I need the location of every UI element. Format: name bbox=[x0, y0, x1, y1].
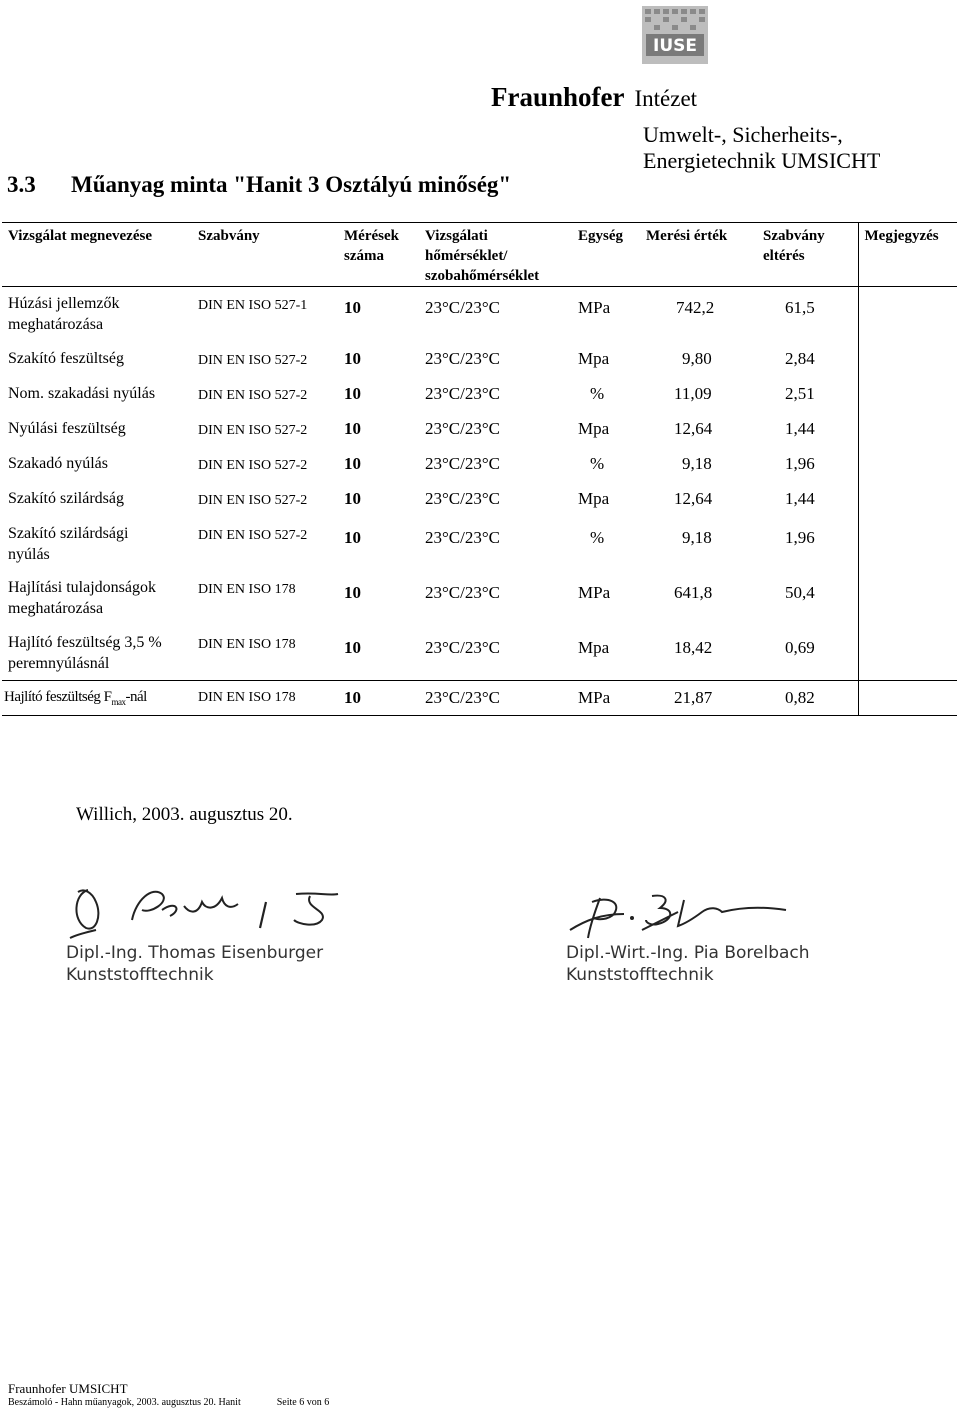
institute-name bbox=[643, 122, 880, 174]
iuse-logo bbox=[640, 4, 710, 66]
test-name bbox=[2, 681, 192, 716]
measured-value: 9,80 bbox=[682, 348, 712, 368]
test-name bbox=[2, 628, 192, 681]
test-temperature: 23°C/23°C bbox=[425, 383, 500, 403]
test-name-line-2: nyúlás bbox=[8, 545, 50, 563]
header-dev-line-2: eltérés bbox=[763, 248, 805, 264]
standard-deviation: 2,84 bbox=[785, 348, 815, 368]
test-temperature: 23°C/23°C bbox=[419, 681, 572, 716]
header-temperature bbox=[419, 223, 572, 287]
standard-deviation: 1,96 bbox=[785, 453, 815, 473]
standard: DIN EN ISO 527-2 bbox=[198, 527, 308, 543]
logo-text: IUSE bbox=[653, 36, 697, 56]
standard-deviation: 1,44 bbox=[785, 488, 815, 508]
measurement-count: 10 bbox=[338, 681, 419, 716]
header-unit: Egység bbox=[572, 223, 640, 287]
standard: DIN EN ISO 178 bbox=[192, 681, 338, 716]
test-results-table bbox=[2, 222, 957, 716]
header-deviation bbox=[757, 223, 858, 287]
table-row bbox=[2, 482, 957, 517]
unit: MPa bbox=[572, 681, 640, 716]
footer-organization: Fraunhofer UMSICHT bbox=[8, 1381, 128, 1396]
standard: DIN EN ISO 527-1 bbox=[192, 287, 338, 342]
note bbox=[858, 342, 957, 377]
test-name bbox=[2, 517, 192, 573]
section-number: 3.3 bbox=[7, 172, 36, 197]
test-name-line-1: Szakító szilárdsági bbox=[8, 524, 129, 542]
test-name bbox=[2, 287, 192, 342]
note bbox=[858, 573, 957, 628]
standard-deviation: 1,44 bbox=[785, 418, 815, 438]
test-temperature: 23°C/23°C bbox=[425, 348, 500, 368]
test-name-suffix: -nál bbox=[125, 689, 147, 705]
note bbox=[858, 447, 957, 482]
test-temperature: 23°C/23°C bbox=[425, 637, 500, 657]
test-name-line-1: Húzási jellemzők bbox=[8, 295, 120, 312]
measurement-count: 10 bbox=[344, 488, 361, 508]
place-and-date: Willich, 2003. augusztus 20. bbox=[76, 804, 293, 825]
header-note: Megjegyzés bbox=[858, 223, 957, 287]
unit: Mpa bbox=[578, 488, 610, 508]
measurement-count: 10 bbox=[344, 348, 361, 368]
header-test-name: Vizsgálat megnevezése bbox=[2, 223, 192, 287]
table-row bbox=[2, 681, 957, 716]
unit: Mpa bbox=[578, 348, 610, 368]
test-name-line-2: meghatározása bbox=[8, 316, 104, 333]
standard: DIN EN ISO 178 bbox=[198, 581, 296, 597]
standard-deviation: 61,5 bbox=[757, 287, 858, 342]
measured-value: 12,64 bbox=[674, 418, 713, 438]
note bbox=[858, 377, 957, 412]
unit: Mpa bbox=[578, 637, 610, 657]
signatory-department: Kunststofftechnik bbox=[66, 965, 214, 985]
measured-value: 12,64 bbox=[674, 488, 713, 508]
signatory-department: Kunststofftechnik bbox=[566, 965, 714, 985]
measured-value: 9,18 bbox=[682, 453, 712, 473]
test-name bbox=[2, 573, 192, 628]
test-temperature: 23°C/23°C bbox=[425, 582, 500, 602]
measurement-count: 10 bbox=[344, 383, 361, 403]
section-title bbox=[7, 172, 511, 198]
header-count-line-1: Mérések bbox=[344, 228, 399, 244]
measurement-count: 10 bbox=[344, 418, 361, 438]
signature-block bbox=[66, 880, 366, 986]
brand-header bbox=[491, 82, 697, 113]
table-row bbox=[2, 517, 957, 573]
table-row bbox=[2, 573, 957, 628]
test-name: Szakító feszültség bbox=[8, 349, 124, 367]
header-temp-line-3: szobahőmérséklet bbox=[425, 268, 540, 284]
standard-deviation: 50,4 bbox=[785, 582, 815, 602]
table-row bbox=[2, 628, 957, 681]
standard-deviation: 0,69 bbox=[785, 637, 815, 657]
standard-deviation: 2,51 bbox=[785, 383, 815, 403]
test-name-line-2: peremnyúlásnál bbox=[8, 654, 110, 672]
header-dev-line-1: Szabvány bbox=[763, 228, 825, 244]
test-temperature: 23°C/23°C bbox=[425, 453, 500, 473]
test-name: Szakadó nyúlás bbox=[8, 454, 108, 472]
measured-value: 9,18 bbox=[682, 527, 712, 547]
note bbox=[858, 412, 957, 447]
standard-deviation: 1,96 bbox=[785, 527, 815, 547]
table-row bbox=[2, 447, 957, 482]
institute-line-1: Umwelt-, Sicherheits-, bbox=[643, 122, 843, 147]
table-row bbox=[2, 287, 957, 342]
note bbox=[858, 287, 957, 342]
table-row bbox=[2, 377, 957, 412]
measurement-count: 10 bbox=[344, 453, 361, 473]
standard-deviation: 0,82 bbox=[757, 681, 858, 716]
measured-value: 11,09 bbox=[674, 383, 712, 403]
section-title-text: Műanyag minta "Hanit 3 Osztályú minőség" bbox=[71, 172, 512, 197]
test-temperature: 23°C/23°C bbox=[425, 488, 500, 508]
unit: % bbox=[590, 453, 605, 473]
measured-value: 742,2 bbox=[640, 287, 757, 342]
measured-value: 641,8 bbox=[674, 582, 713, 602]
signatory-name: Dipl.-Wirt.-Ing. Pia Borelbach bbox=[566, 943, 810, 963]
measured-value: 21,87 bbox=[640, 681, 757, 716]
standard: DIN EN ISO 527-2 bbox=[198, 352, 308, 368]
table-row bbox=[2, 342, 957, 377]
measurement-count: 10 bbox=[344, 637, 361, 657]
test-temperature: 23°C/23°C bbox=[425, 418, 500, 438]
handwritten-signature bbox=[566, 890, 826, 942]
handwritten-signature bbox=[66, 880, 366, 942]
unit: % bbox=[590, 527, 605, 547]
measurement-count: 10 bbox=[344, 527, 361, 547]
standard: DIN EN ISO 527-2 bbox=[198, 492, 308, 508]
test-name: Nom. szakadási nyúlás bbox=[8, 384, 156, 402]
unit: Mpa bbox=[578, 418, 610, 438]
header-count-line-2: száma bbox=[344, 248, 384, 264]
signature-block bbox=[566, 890, 826, 986]
institute-word: Intézet bbox=[634, 86, 698, 111]
table-row bbox=[2, 412, 957, 447]
unit: MPa bbox=[572, 287, 640, 342]
header-temp-line-2: hőmérséklet/ bbox=[425, 248, 508, 264]
header-value: Merési érték bbox=[640, 223, 757, 287]
test-name-main: Hajlító feszültség F bbox=[4, 689, 112, 705]
footer-page-number: Seite 6 von 6 bbox=[276, 1397, 330, 1408]
test-name: Nyúlási feszültség bbox=[8, 419, 126, 437]
note bbox=[858, 628, 957, 681]
unit: MPa bbox=[578, 582, 611, 602]
test-temperature: 23°C/23°C bbox=[425, 527, 500, 547]
header-count bbox=[338, 223, 419, 287]
header-standard: Szabvány bbox=[192, 223, 338, 287]
test-temperature: 23°C/23°C bbox=[419, 287, 572, 342]
test-name-line-1: Hajlító feszültség 3,5 % bbox=[8, 633, 162, 651]
standard: DIN EN ISO 178 bbox=[198, 636, 296, 652]
header-temp-line-1: Vizsgálati bbox=[425, 228, 488, 244]
measured-value: 18,42 bbox=[674, 637, 713, 657]
measurement-count: 10 bbox=[344, 582, 361, 602]
signatory-name: Dipl.-Ing. Thomas Eisenburger bbox=[66, 943, 324, 963]
standard: DIN EN ISO 527-2 bbox=[198, 457, 308, 473]
test-name-subscript: max bbox=[111, 697, 126, 707]
standard: DIN EN ISO 527-2 bbox=[198, 387, 308, 403]
test-name: Szakító szilárdság bbox=[8, 489, 124, 507]
test-name-line-1: Hajlítási tulajdonságok bbox=[8, 578, 156, 596]
standard: DIN EN ISO 527-2 bbox=[198, 422, 308, 438]
measurement-count: 10 bbox=[338, 287, 419, 342]
unit: % bbox=[590, 383, 605, 403]
test-name-line-2: meghatározása bbox=[8, 599, 104, 617]
table-header-row bbox=[2, 223, 957, 287]
footer-report-line bbox=[8, 1397, 329, 1408]
institute-line-2: Energietechnik UMSICHT bbox=[643, 148, 881, 173]
footer-report-title: Beszámoló - Hahn műanyagok, 2003. augusztus 20. Hanit bbox=[8, 1397, 241, 1408]
note bbox=[858, 517, 957, 573]
note bbox=[858, 482, 957, 517]
note bbox=[858, 681, 957, 716]
brand-name: Fraunhofer bbox=[491, 82, 625, 112]
